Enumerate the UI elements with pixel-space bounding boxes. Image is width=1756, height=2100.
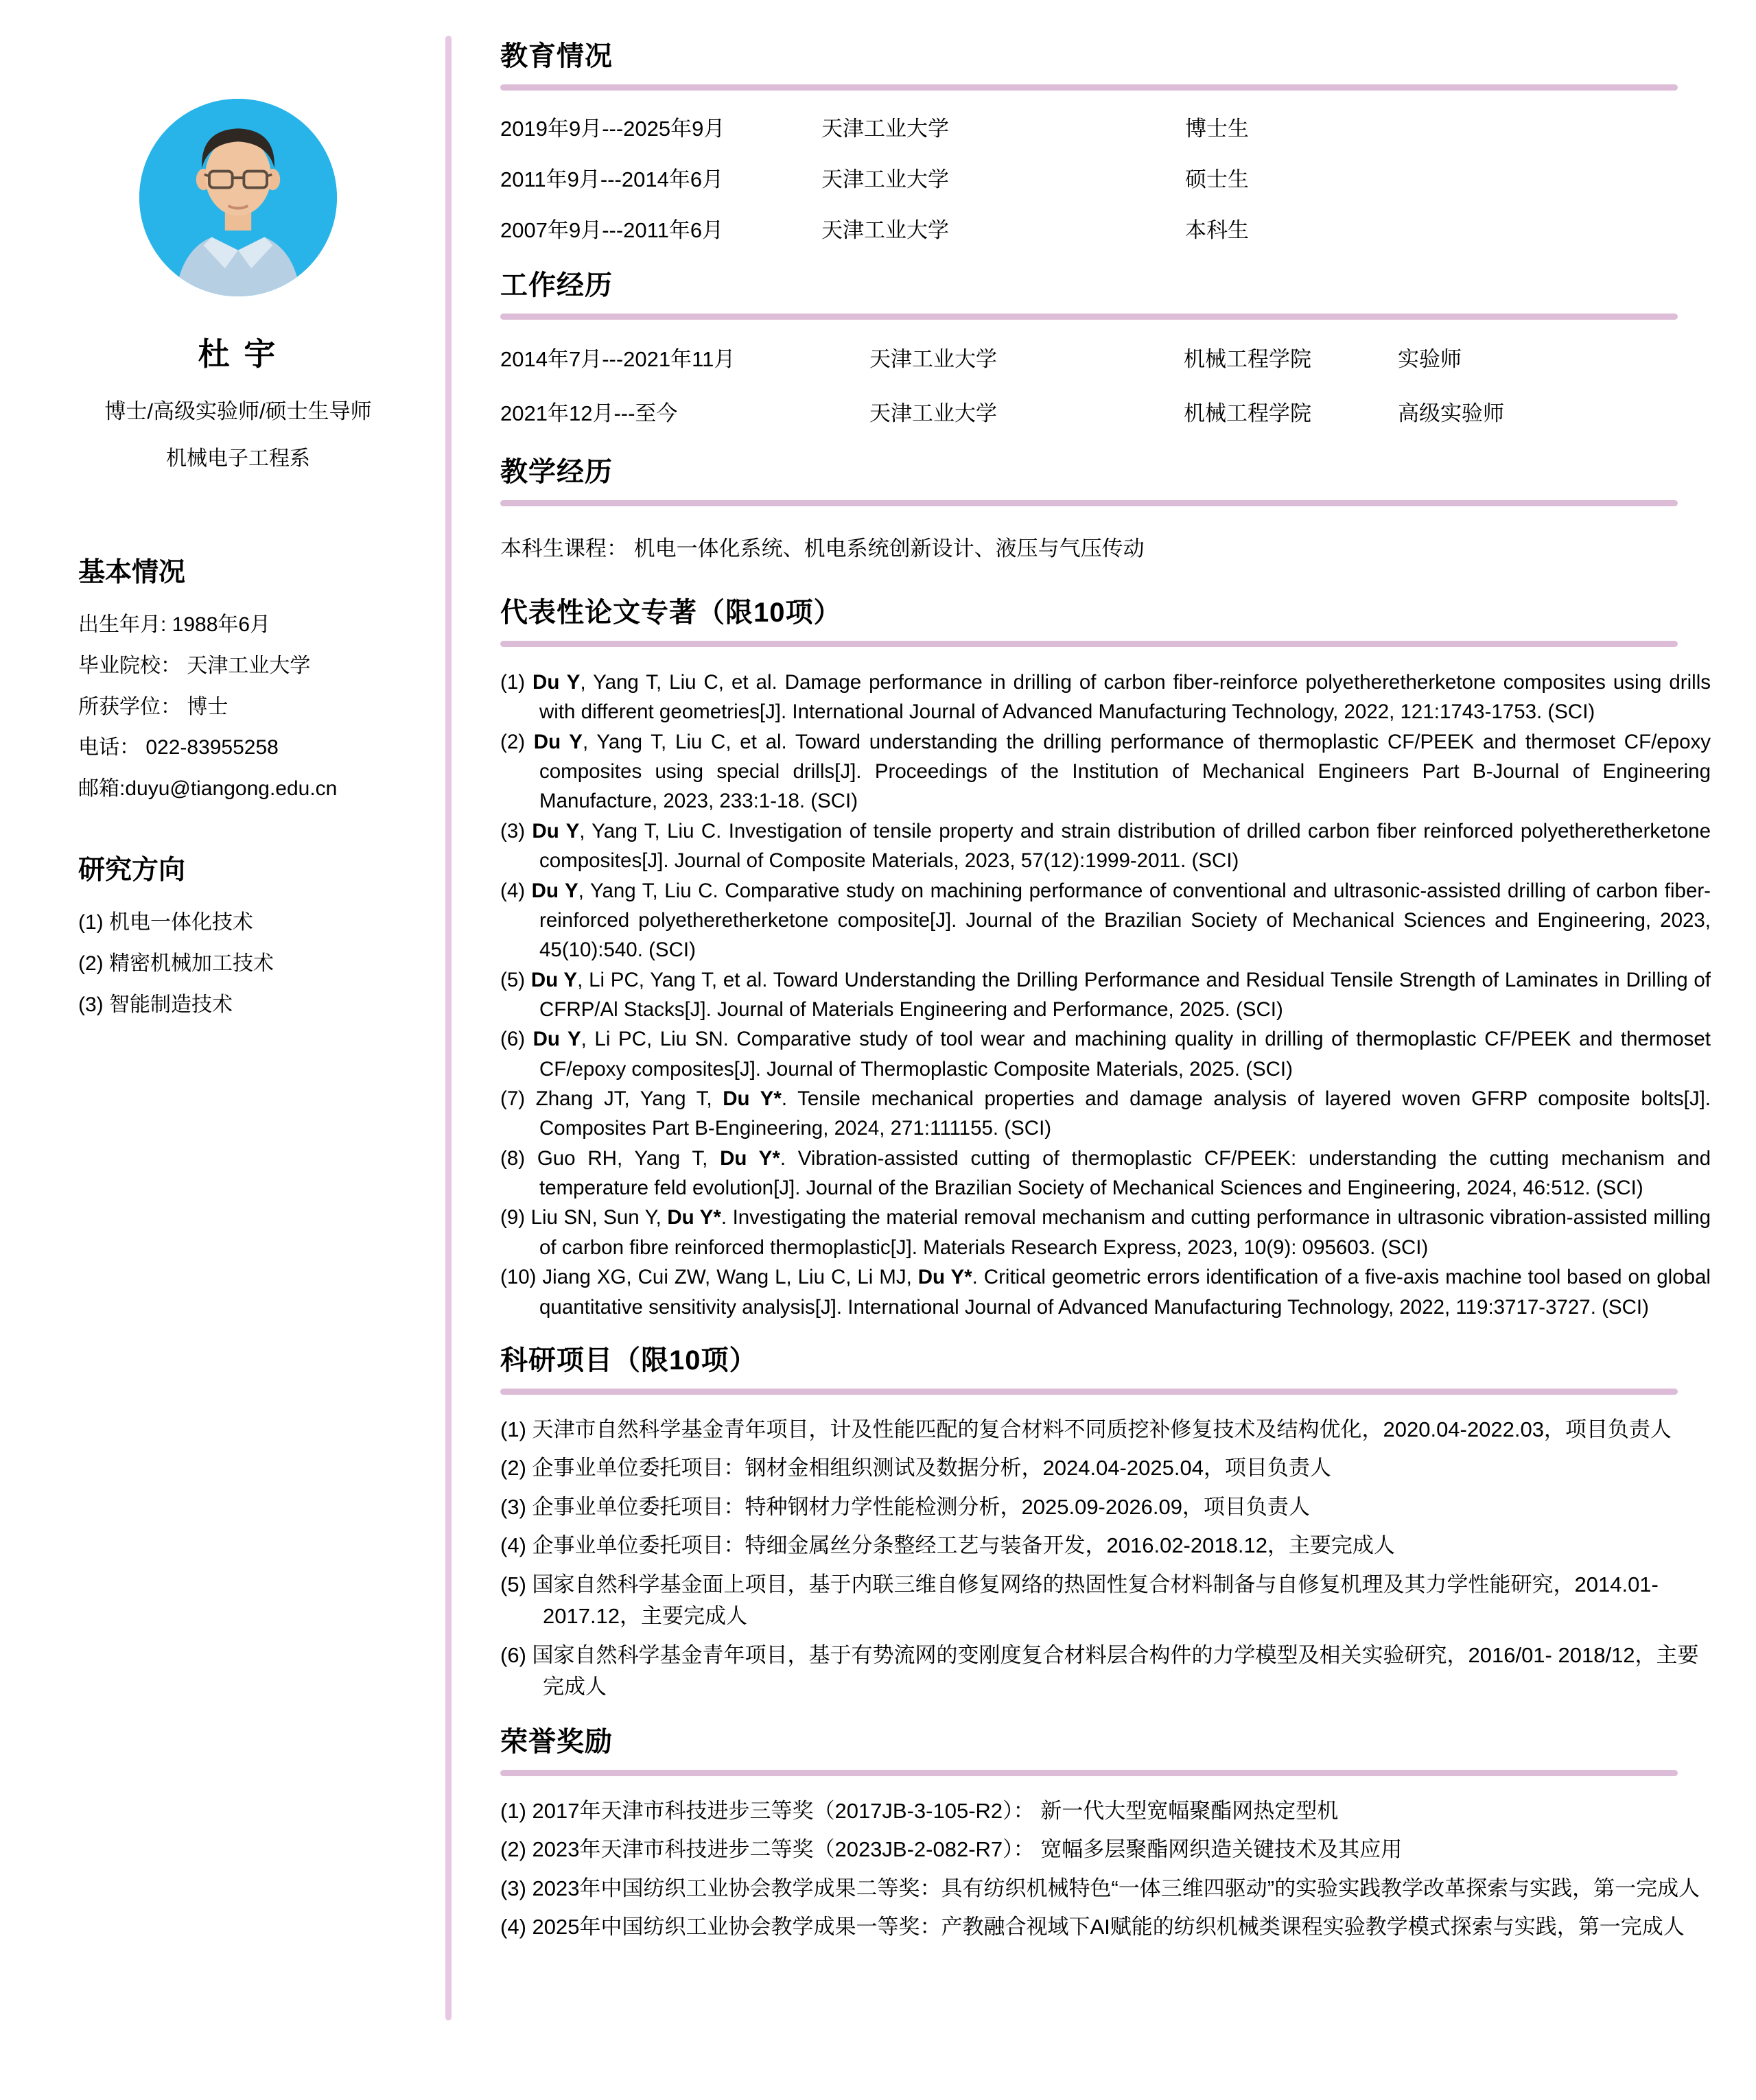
education-row [500, 213, 1711, 244]
paper-author-bold: Du Y [533, 730, 583, 753]
work-row [500, 396, 1711, 427]
paper-post: , Yang T, Liu C. Investigation of tensile property and strain distribution of drilled carbon fiber reinforced polyetheretherketone composites[J]. Journal of Composite Materials, 2023, 57(12):1999-2011. (SCI) [539, 819, 1711, 873]
paper-post: . Vibration-assisted cutting of thermoplastic CF/PEEK: understanding the cutting mechanism and temperature feld evolution[J]. Journal of the Brazilian Society of Mechanical Sciences and Engineering, 2024, 46:512. (SCI) [539, 1146, 1711, 1200]
education-heading: 教育情况 [500, 41, 613, 71]
work-title: 高级实验师 [1398, 401, 1504, 425]
paper-item [500, 1084, 1711, 1144]
paper-item [500, 1203, 1711, 1262]
education-row [500, 111, 1711, 142]
paper-author-bold: Du Y* [667, 1206, 721, 1229]
paper-pre: (5) [500, 968, 531, 991]
paper-author-bold: Du Y [530, 968, 578, 991]
paper-pre: (6) [500, 1028, 533, 1051]
edu-period: 2007年9月---2011年6月 [500, 218, 724, 242]
edu-role: 硕士生 [1185, 167, 1249, 191]
teaching-heading: 教学经历 [500, 457, 613, 487]
paper-item [500, 965, 1711, 1025]
paper-post: , Yang T, Liu C, et al. Toward understanding the drilling performance of thermoplastic CF/PEEK and thermoset CF/epoxy composites using special drills[J]. Proceedings of the Institution of Mechanical Engineers Part B-Journal of Engineering Manufacture, 2023, 233:1-18. (SCI) [539, 730, 1711, 813]
project-item: (1) 天津市自然科学基金青年项目，计及性能匹配的复合材料不同质挖补修复技术及结构优化，2020.04-2022.03，项目负责人 [500, 1417, 1672, 1441]
birth-date: 出生年月: 1988年6月 [78, 613, 271, 636]
edu-period: 2011年9月---2014年6月 [500, 167, 724, 191]
research-item: (3) 智能制造技术 [78, 993, 233, 1016]
basic-info-heading: 基本情况 [78, 558, 186, 587]
work-table [500, 342, 1711, 427]
research-section [27, 849, 449, 1019]
edu-period: 2019年9月---2025年9月 [500, 117, 725, 141]
project-item: (2) 企事业单位委托项目：钢材金相组织测试及数据分析，2024.04-2025.04，项目负责人 [500, 1456, 1331, 1480]
research-item: (2) 精密机械加工技术 [78, 952, 274, 975]
edu-role: 博士生 [1185, 117, 1249, 141]
work-row [500, 342, 1711, 373]
research-item: (1) 机电一体化技术 [78, 910, 253, 934]
paper-author-bold: Du Y* [723, 1087, 782, 1111]
work-period: 2014年7月---2021年11月 [500, 347, 736, 371]
paper-item [500, 668, 1711, 727]
research-list [78, 909, 443, 1019]
paper-post: , Li PC, Liu SN. Comparative study of tool wear and machining quality in drilling of thermoplastic CF/PEEK and thermoset CF/epoxy composites[J]. Journal of Thermoplastic Composite Materials, 2025. (SCI) [539, 1028, 1711, 1081]
work-college: 机械工程学院 [1184, 401, 1311, 425]
paper-pre: (1) [500, 671, 533, 694]
paper-author-bold: Du Y [532, 1028, 581, 1051]
paper-item [500, 1024, 1711, 1084]
person-department: 机械电子工程系 [166, 447, 310, 470]
person-portrait-illustration [139, 99, 337, 296]
edu-school: 天津工业大学 [821, 117, 949, 141]
edu-role: 本科生 [1185, 218, 1249, 242]
paper-item [500, 876, 1711, 965]
paper-author-bold: Du Y* [720, 1146, 780, 1170]
work-period: 2021年12月---至今 [500, 401, 678, 425]
papers-list [500, 668, 1711, 1322]
papers-heading: 代表性论文专著（限10项） [500, 598, 842, 628]
paper-pre: (9) Liu SN, Sun Y, [500, 1206, 668, 1229]
project-item: (4) 企事业单位委托项目：特细金属丝分条整经工艺与装备开发，2016.02-2018.12，主要完成人 [500, 1533, 1395, 1558]
projects-list [500, 1414, 1711, 1703]
section-underline [500, 84, 1678, 91]
paper-pre: (10) Jiang XG, Cui ZW, Wang L, Liu C, Li MJ, [500, 1266, 918, 1289]
work-title: 实验师 [1398, 347, 1462, 371]
paper-item [500, 1262, 1711, 1322]
section-underline [500, 500, 1678, 506]
work-school: 天津工业大学 [869, 401, 997, 425]
section-underline [500, 1770, 1678, 1776]
phone: 电话： 022-83955258 [78, 736, 279, 759]
education-table [500, 111, 1711, 244]
paper-post: , Yang T, Liu C. Comparative study on machining performance of conventional and ultrasonic-assisted drilling of carbon fiber-reinforced polyetheretherketone composite[J]. Journal of the Brazilian Society of Mechanical Sciences and Engineering, 2023, 45(10):540. (SCI) [539, 879, 1711, 962]
award-item: (3) 2023年中国纺织工业协会教学成果二等奖：具有纺织机械特色“一体三维四驱动”的实验实践教学改革探索与实践，第一完成人 [500, 1876, 1700, 1900]
award-item: (4) 2025年中国纺织工业协会教学成果一等奖：产教融合视域下AI赋能的纺织机械类课程实验教学模式探索与实践，第一完成人 [500, 1915, 1685, 1939]
edu-school: 天津工业大学 [821, 218, 949, 242]
awards-list [500, 1795, 1711, 1944]
paper-author-bold: Du Y [532, 819, 580, 842]
basic-info-list [78, 611, 443, 803]
email: 邮箱:duyu@tiangong.edu.cn [78, 777, 338, 801]
projects-heading: 科研项目（限10项） [500, 1345, 758, 1376]
award-item: (1) 2017年天津市科技进步三等奖（2017JB-3-105-R2）： 新一代大型宽幅聚酯网热定型机 [500, 1798, 1339, 1823]
paper-item [500, 816, 1711, 876]
teaching-courses: 本科生课程： 机电一体化系统、机电系统创新设计、液压与气压传动 [500, 536, 1145, 561]
paper-item [500, 1144, 1711, 1203]
profile-photo [139, 99, 337, 296]
paper-pre: (3) [500, 819, 532, 842]
paper-pre: (8) Guo RH, Yang T, [500, 1146, 721, 1170]
paper-post: . Tensile mechanical properties and damage analysis of layered woven GFRP composite bolts[J]. Composites Part B-Engineering, 2024, 271:111155. (SCI) [539, 1087, 1711, 1140]
education-row [500, 162, 1711, 193]
paper-post: , Li PC, Yang T, et al. Toward Understanding the Drilling Performance and Residual Tensile Strength of Laminates in Drilling of CFRP/Al Stacks[J]. Journal of Materials Engineering and Performance, 2025. (SCI) [539, 968, 1711, 1021]
awards-heading: 荣誉奖励 [500, 1726, 613, 1757]
research-heading: 研究方向 [78, 855, 186, 885]
paper-post: . Critical geometric errors identification of a five-axis machine tool based on global quantitative sensitivity analysis[J]. International Journal of Advanced Manufacturing Technology, 2022, 119:3717-3727. (SCI) [539, 1266, 1711, 1319]
paper-pre: (4) [500, 879, 532, 902]
section-underline [500, 641, 1678, 647]
section-underline [500, 1389, 1678, 1395]
paper-author-bold: Du Y [531, 879, 578, 902]
degree: 所获学位： 博士 [78, 695, 229, 718]
graduated-school: 毕业院校： 天津工业大学 [78, 654, 311, 677]
work-college: 机械工程学院 [1184, 347, 1311, 371]
main-content [500, 0, 1711, 1950]
paper-post: , Yang T, Liu C, et al. Damage performance in drilling of carbon fiber-reinforce polyetheretherketone composites using drills with different geometries[J]. International Journal of Advanced Manufacturing Technology, 2022, 121:1743-1753. (SCI) [539, 671, 1711, 724]
award-item: (2) 2023年天津市科技进步二等奖（2023JB-2-082-R7）： 宽幅多层聚酯网织造关键技术及其应用 [500, 1837, 1403, 1862]
sidebar [27, 0, 449, 1032]
paper-post: . Investigating the material removal mechanism and cutting performance in ultrasonic vibration-assisted milling of carbon fibre reinforced thermoplastic[J]. Materials Research Express, 2023, 10(9): 095603. (SCI) [539, 1206, 1711, 1259]
edu-school: 天津工业大学 [821, 167, 949, 191]
person-name: 杜 宇 [198, 336, 279, 372]
paper-pre: (7) Zhang JT, Yang T, [500, 1087, 723, 1111]
project-item: (3) 企事业单位委托项目：特种钢材力学性能检测分析，2025.09-2026.09，项目负责人 [500, 1494, 1310, 1519]
project-item: (5) 国家自然科学基金面上项目，基于内联三维自修复网络的热固性复合材料制备与自修复机理及其力学性能研究，2014.01-2017.12，主要完成人 [500, 1572, 1659, 1629]
section-underline [500, 314, 1678, 320]
paper-author-bold: Du Y* [917, 1266, 972, 1289]
basic-info-section [27, 551, 449, 803]
work-school: 天津工业大学 [869, 347, 997, 371]
work-heading: 工作经历 [500, 270, 613, 300]
paper-item [500, 727, 1711, 816]
person-titles: 博士/高级实验师/硕士生导师 [104, 399, 372, 423]
project-item: (6) 国家自然科学基金青年项目，基于有势流网的变刚度复合材料层合构件的力学模型及相关实验研究，2016/01- 2018/12，主要完成人 [500, 1642, 1699, 1699]
paper-pre: (2) [500, 730, 534, 753]
paper-author-bold: Du Y [532, 671, 581, 694]
